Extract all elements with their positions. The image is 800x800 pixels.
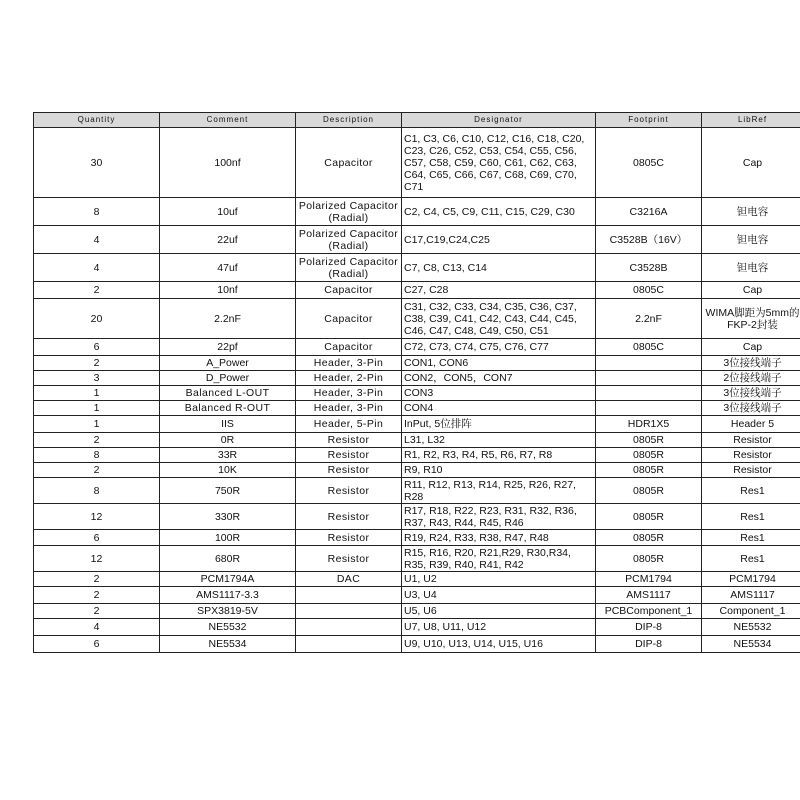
comment-cell: SPX3819-5V	[160, 604, 296, 619]
designator-cell: U5, U6	[402, 604, 596, 619]
designator-cell: R11, R12, R13, R14, R25, R26, R27, R28	[402, 478, 596, 504]
description-cell	[296, 587, 402, 604]
qty-cell: 2	[34, 282, 160, 299]
designator-cell: CON3	[402, 386, 596, 401]
libref-cell: 3位接线端子	[702, 401, 800, 416]
description-cell: Header, 3-Pin	[296, 386, 402, 401]
footprint-cell: PCM1794	[596, 572, 702, 587]
description-cell: Resistor	[296, 546, 402, 572]
libref-cell: PCM1794	[702, 572, 800, 587]
comment-cell: 47uf	[160, 254, 296, 282]
designator-cell: C2, C4, C5, C9, C11, C15, C29, C30	[402, 198, 596, 226]
description-cell: DAC	[296, 572, 402, 587]
qty-cell: 8	[34, 448, 160, 463]
description-cell: Capacitor	[296, 128, 402, 198]
description-cell: Polarized Capacitor (Radial)	[296, 254, 402, 282]
qty-cell: 2	[34, 604, 160, 619]
designator-cell: C31, C32, C33, C34, C35, C36, C37, C38, C39, C41, C42, C43, C44, C45, C46, C47, C48, C49, C50, C51	[402, 299, 596, 339]
designator-cell: R1, R2, R3, R4, R5, R6, R7, R8	[402, 448, 596, 463]
libref-cell: Cap	[702, 128, 800, 198]
table-row	[34, 463, 800, 478]
designator-cell: R17, R18, R22, R23, R31, R32, R36, R37, R43, R44, R45, R46	[402, 504, 596, 530]
footprint-cell	[596, 371, 702, 386]
designator-cell: CON2，CON5，CON7	[402, 371, 596, 386]
designator-cell: U3, U4	[402, 587, 596, 604]
qty-cell: 1	[34, 386, 160, 401]
table-row	[34, 401, 800, 416]
comment-cell: 22pf	[160, 339, 296, 356]
header-row	[34, 113, 800, 128]
description-cell: Resistor	[296, 448, 402, 463]
table-row	[34, 371, 800, 386]
designator-cell: C72, C73, C74, C75, C76, C77	[402, 339, 596, 356]
designator-cell: InPut, 5位排阵	[402, 416, 596, 433]
footprint-cell: DIP-8	[596, 636, 702, 653]
libref-cell: Resistor	[702, 433, 800, 448]
footprint-cell: C3528B（16V）	[596, 226, 702, 254]
libref-cell: Res1	[702, 530, 800, 546]
footprint-cell: HDR1X5	[596, 416, 702, 433]
qty-cell: 12	[34, 546, 160, 572]
description-cell: Polarized Capacitor (Radial)	[296, 226, 402, 254]
comment-cell: 680R	[160, 546, 296, 572]
footprint-cell: PCBComponent_1	[596, 604, 702, 619]
comment-cell: NE5534	[160, 636, 296, 653]
description-cell: Capacitor	[296, 339, 402, 356]
description-cell: Resistor	[296, 463, 402, 478]
comment-cell: 0R	[160, 433, 296, 448]
designator-cell: R15, R16, R20, R21,R29, R30,R34, R35, R39, R40, R41, R42	[402, 546, 596, 572]
footprint-cell: 0805C	[596, 128, 702, 198]
header-comment: Comment	[160, 113, 296, 128]
header-designator: Designator	[402, 113, 596, 128]
designator-cell: U9, U10, U13, U14, U15, U16	[402, 636, 596, 653]
qty-cell: 8	[34, 198, 160, 226]
table-row	[34, 299, 800, 339]
libref-cell: 2位接线端子	[702, 371, 800, 386]
header-libref: LibRef	[702, 113, 800, 128]
description-cell: Capacitor	[296, 299, 402, 339]
table-row	[34, 416, 800, 433]
description-cell: Resistor	[296, 530, 402, 546]
table-row	[34, 530, 800, 546]
description-cell: Header, 3-Pin	[296, 401, 402, 416]
libref-cell: AMS1117	[702, 587, 800, 604]
comment-cell: 10nf	[160, 282, 296, 299]
qty-cell: 8	[34, 478, 160, 504]
comment-cell: 33R	[160, 448, 296, 463]
designator-cell: R9, R10	[402, 463, 596, 478]
comment-cell: 100R	[160, 530, 296, 546]
table-row	[34, 198, 800, 226]
qty-cell: 12	[34, 504, 160, 530]
description-cell: Header, 5-Pin	[296, 416, 402, 433]
footprint-cell: 0805R	[596, 546, 702, 572]
description-cell: Resistor	[296, 478, 402, 504]
comment-cell: AMS1117-3.3	[160, 587, 296, 604]
designator-cell: R19, R24, R33, R38, R47, R48	[402, 530, 596, 546]
comment-cell: 750R	[160, 478, 296, 504]
designator-cell: C27, C28	[402, 282, 596, 299]
footprint-cell: 0805R	[596, 478, 702, 504]
qty-cell: 6	[34, 339, 160, 356]
libref-cell: 3位接线端子	[702, 386, 800, 401]
comment-cell: 10uf	[160, 198, 296, 226]
libref-cell: Cap	[702, 339, 800, 356]
libref-cell: Header 5	[702, 416, 800, 433]
table-row	[34, 356, 800, 371]
footprint-cell: 0805C	[596, 282, 702, 299]
description-cell: Polarized Capacitor (Radial)	[296, 198, 402, 226]
description-cell	[296, 619, 402, 636]
qty-cell: 2	[34, 356, 160, 371]
comment-cell: 330R	[160, 504, 296, 530]
comment-cell: 2.2nF	[160, 299, 296, 339]
footprint-cell: 0805R	[596, 530, 702, 546]
description-cell	[296, 604, 402, 619]
footprint-cell: C3216A	[596, 198, 702, 226]
footprint-cell: 0805R	[596, 448, 702, 463]
table-row	[34, 619, 800, 636]
description-cell	[296, 636, 402, 653]
qty-cell: 6	[34, 530, 160, 546]
footprint-cell: 0805R	[596, 463, 702, 478]
designator-cell: C1, C3, C6, C10, C12, C16, C18, C20, C23, C26, C52, C53, C54, C55, C56, C57, C58, C59, C60, C61, C62, C63, C64, C65, C66, C67, C68, C69, C70, C71	[402, 128, 596, 198]
table-row	[34, 386, 800, 401]
comment-cell: IIS	[160, 416, 296, 433]
table-row	[34, 587, 800, 604]
designator-cell: U1, U2	[402, 572, 596, 587]
libref-cell: 钽电容	[702, 254, 800, 282]
designator-cell: L31, L32	[402, 433, 596, 448]
description-cell: Header, 3-Pin	[296, 356, 402, 371]
designator-cell: CON4	[402, 401, 596, 416]
table-row	[34, 226, 800, 254]
footprint-cell: DIP-8	[596, 619, 702, 636]
qty-cell: 4	[34, 619, 160, 636]
libref-cell: Res1	[702, 546, 800, 572]
header-footprint: Footprint	[596, 113, 702, 128]
qty-cell: 30	[34, 128, 160, 198]
designator-cell: U7, U8, U11, U12	[402, 619, 596, 636]
designator-cell: C17,C19,C24,C25	[402, 226, 596, 254]
qty-cell: 3	[34, 371, 160, 386]
comment-cell: 10K	[160, 463, 296, 478]
table-row	[34, 504, 800, 530]
designator-cell: CON1, CON6	[402, 356, 596, 371]
qty-cell: 6	[34, 636, 160, 653]
footprint-cell	[596, 356, 702, 371]
libref-cell: 钽电容	[702, 198, 800, 226]
libref-cell: 钽电容	[702, 226, 800, 254]
libref-cell: Component_1	[702, 604, 800, 619]
comment-cell: A_Power	[160, 356, 296, 371]
table-row	[34, 546, 800, 572]
footprint-cell: 2.2nF	[596, 299, 702, 339]
table-row	[34, 478, 800, 504]
qty-cell: 4	[34, 226, 160, 254]
bom-body	[34, 128, 800, 653]
description-cell: Resistor	[296, 504, 402, 530]
bom-table	[33, 112, 800, 653]
table-row	[34, 448, 800, 463]
description-cell: Capacitor	[296, 282, 402, 299]
footprint-cell: 0805R	[596, 433, 702, 448]
table-row	[34, 572, 800, 587]
libref-cell: 3位接线端子	[702, 356, 800, 371]
comment-cell: PCM1794A	[160, 572, 296, 587]
table-row	[34, 282, 800, 299]
table-row	[34, 636, 800, 653]
footprint-cell: C3528B	[596, 254, 702, 282]
comment-cell: 100nf	[160, 128, 296, 198]
comment-cell: Balanced R-OUT	[160, 401, 296, 416]
qty-cell: 2	[34, 433, 160, 448]
table-row	[34, 339, 800, 356]
qty-cell: 4	[34, 254, 160, 282]
description-cell: Header, 2-Pin	[296, 371, 402, 386]
description-cell: Resistor	[296, 433, 402, 448]
table-row	[34, 254, 800, 282]
libref-cell: Resistor	[702, 448, 800, 463]
comment-cell: NE5532	[160, 619, 296, 636]
qty-cell: 20	[34, 299, 160, 339]
libref-cell: Res1	[702, 478, 800, 504]
footprint-cell	[596, 401, 702, 416]
qty-cell: 1	[34, 416, 160, 433]
table-row	[34, 604, 800, 619]
qty-cell: 1	[34, 401, 160, 416]
qty-cell: 2	[34, 572, 160, 587]
table-row	[34, 433, 800, 448]
libref-cell: NE5532	[702, 619, 800, 636]
libref-cell: WIMA脚距为5mm的FKP-2封装	[702, 299, 800, 339]
qty-cell: 2	[34, 463, 160, 478]
footprint-cell: 0805C	[596, 339, 702, 356]
libref-cell: Res1	[702, 504, 800, 530]
header-quantity: Quantity	[34, 113, 160, 128]
libref-cell: Cap	[702, 282, 800, 299]
qty-cell: 2	[34, 587, 160, 604]
comment-cell: 22uf	[160, 226, 296, 254]
table-row	[34, 128, 800, 198]
libref-cell: Resistor	[702, 463, 800, 478]
designator-cell: C7, C8, C13, C14	[402, 254, 596, 282]
comment-cell: Balanced L-OUT	[160, 386, 296, 401]
header-description: Description	[296, 113, 402, 128]
comment-cell: D_Power	[160, 371, 296, 386]
footprint-cell: AMS1117	[596, 587, 702, 604]
footprint-cell	[596, 386, 702, 401]
libref-cell: NE5534	[702, 636, 800, 653]
footprint-cell: 0805R	[596, 504, 702, 530]
